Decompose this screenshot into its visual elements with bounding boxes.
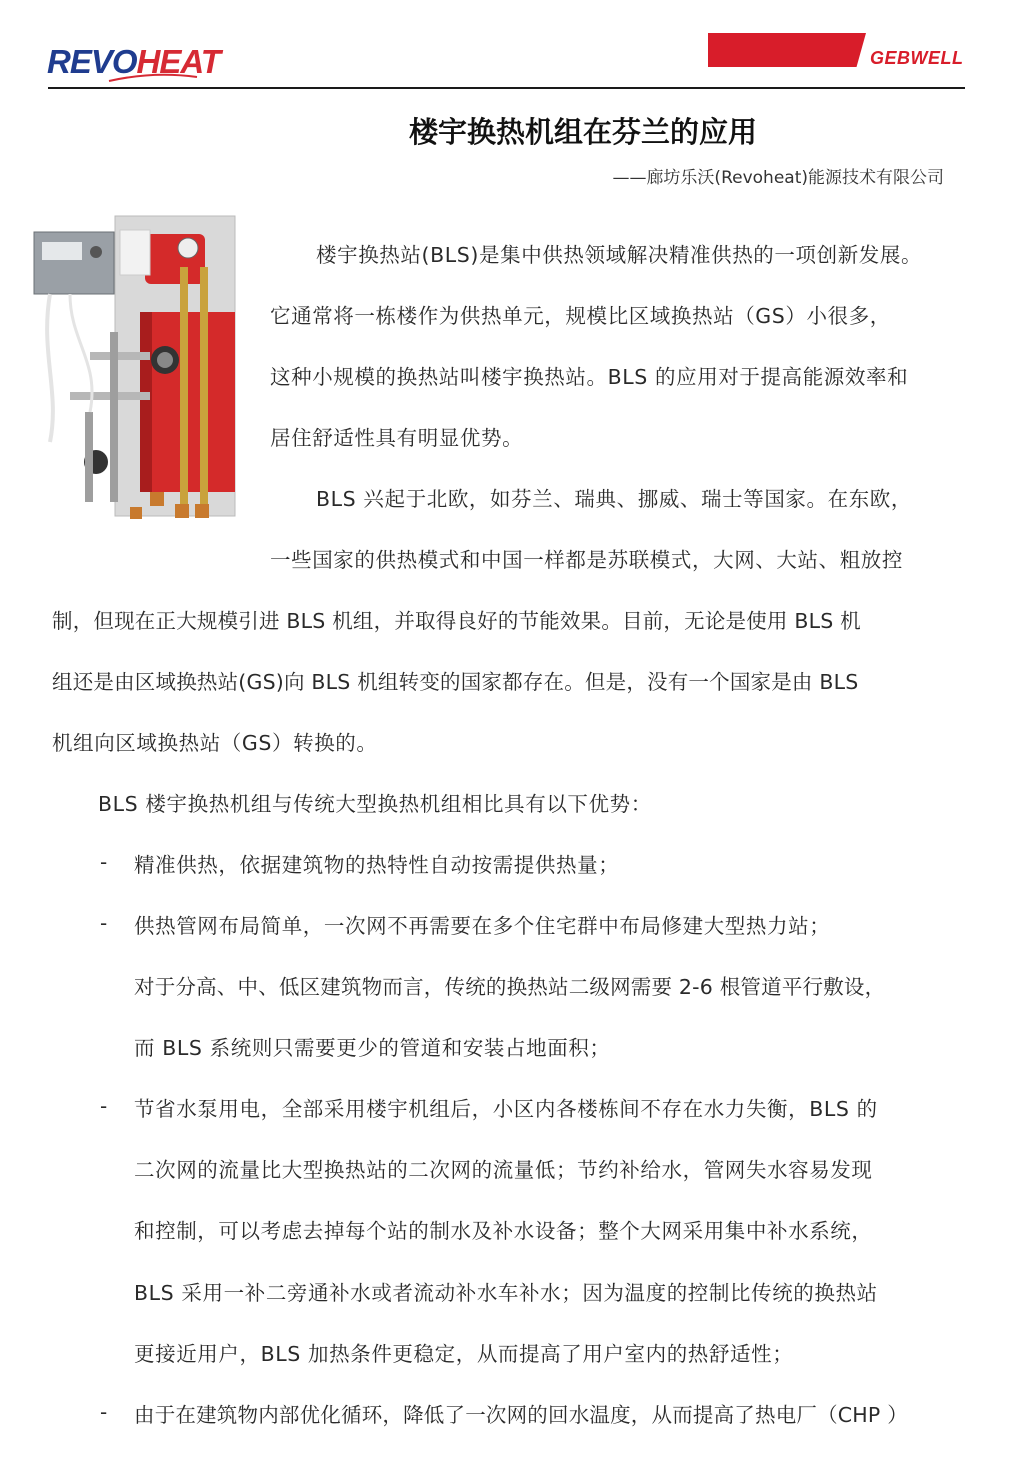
bullet-text: 对于分高、中、低区建筑物而言，传统的换热站二级网需要 2-6 根管道平行敷设， — [134, 975, 886, 999]
logo-swoosh-icon — [107, 73, 199, 83]
bullet-text: 由于在建筑物内部优化循环，降低了一次网的回水温度，从而提高了热电厂（CHP ） — [134, 1403, 908, 1427]
bullet-marker: - — [100, 1400, 108, 1424]
body-line: 机组向区域换热站（GS）转换的。 — [52, 731, 378, 755]
body-line: 楼宇换热站(BLS)是集中供热领域解决精准供热的一项创新发展。 — [316, 243, 923, 267]
page-subtitle: ——廊坊乐沃(Revoheat)能源技术有限公司 — [612, 168, 944, 188]
body-line: 制，但现在正大规模引进 BLS 机组，并取得良好的节能效果。目前，无论是使用 BLS 机 — [52, 609, 861, 633]
bullet-text: 供热管网布局简单，一次网不再需要在多个住宅群中布局修建大型热力站； — [134, 914, 831, 938]
bullet-text: 更接近用户，BLS 加热条件更稳定，从而提高了用户室内的热舒适性； — [134, 1342, 794, 1366]
bullet-marker: - — [100, 911, 108, 935]
bullet-text: 和控制，可以考虑去掉每个站的制水及补水设备；整个大网采用集中补水系统， — [134, 1219, 873, 1243]
bullet-text: 而 BLS 系统则只需要更少的管道和安装占地面积； — [134, 1036, 611, 1060]
bullet-marker: - — [100, 1094, 108, 1118]
heat-exchanger-unit-image — [30, 212, 240, 532]
page-header — [0, 0, 1016, 100]
bullet-marker: - — [100, 850, 108, 874]
bullet-text: 节省水泵用电，全部采用楼宇机组后，小区内各楼栋间不存在水力失衡，BLS 的 — [134, 1097, 878, 1121]
body-line: 组还是由区域换热站(GS)向 BLS 机组转变的国家都存在。但是，没有一个国家是由 BLS — [52, 670, 859, 694]
bullet-text: 精准供热，依据建筑物的热特性自动按需提供热量； — [134, 853, 620, 877]
brand-band — [708, 33, 866, 67]
bullet-text: 二次网的流量比大型换热站的二次网的流量低；节约补给水，管网失水容易发现 — [134, 1158, 873, 1182]
body-line: 一些国家的供热模式和中国一样都是苏联模式，大网、大站、粗放控 — [270, 548, 903, 572]
body-line: 它通常将一栋楼作为供热单元，规模比区域换热站（GS）小很多， — [270, 304, 891, 328]
body-line: 这种小规模的换热站叫楼宇换热站。BLS 的应用对于提高能源效率和 — [270, 365, 909, 389]
gebwell-logo: GEBWELL — [870, 48, 964, 68]
body-line: BLS 兴起于北欧，如芬兰、瑞典、挪威、瑞士等国家。在东欧， — [316, 487, 913, 511]
bullet-text: BLS 采用一补二旁通补水或者流动补水车补水；因为温度的控制比传统的换热站 — [134, 1281, 878, 1305]
page-title: 楼宇换热机组在芬兰的应用 — [408, 115, 757, 149]
advantages-intro: BLS 楼宇换热机组与传统大型换热机组相比具有以下优势： — [98, 792, 652, 816]
body-line: 居住舒适性具有明显优势。 — [270, 426, 524, 450]
header-divider — [48, 87, 965, 89]
revoheat-logo: REVOHEAT — [47, 43, 220, 81]
